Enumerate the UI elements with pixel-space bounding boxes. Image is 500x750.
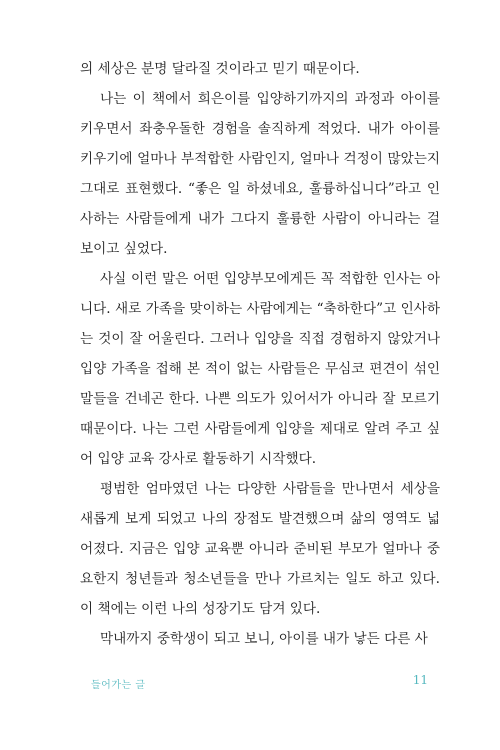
paragraph: 막내까지 중학생이 되고 보니, 아이를 내가 낳든 다른 사 — [100, 631, 428, 647]
paragraph: 평범한 엄마였던 나는 다양한 사람들을 만나면서 세상을 새롭게 보게 되었고 나의 장점도 발견했으며 삶의 영역도 넓어졌다. 지금은 입양 교육뿐 아니라 준비된 부모가 얼마나 중요한지 청년들과 청소년들을 만나 가르치는 일도 하고 있다. 이 책에는 이런 나의 성장기도 담겨 있다. — [80, 481, 440, 617]
paragraph: 나는 이 책에서 희은이를 입양하기까지의 과정과 아이를 키우면서 좌충우돌한 경험을 솔직하게 적었다. 내가 아이를 키우기에 얼마나 부적합한 사람인지, 얼마나 걱정이 많았는지 그대로 표현했다. “좋은 일 하셨네요, 훌륭하십니다”라고 인사하는 사람들에게 내가 그다지 훌륭한 사람이 아니라는 걸 보이고 싶었다. — [80, 91, 440, 257]
paragraph-continuation: 의 세상은 분명 달라질 것이라고 믿기 때문이다. — [80, 61, 360, 77]
running-footer-section-title: 들어가는 글 — [91, 680, 146, 691]
page-number: 11 — [412, 673, 428, 687]
body-text — [80, 54, 440, 654]
paragraph: 사실 이런 말은 어떤 입양부모에게든 꼭 적합한 인사는 아니다. 새로 가족을 맞이하는 사람에게는 “축하한다”고 인사하는 것이 잘 어울린다. 그러나 입양을 직접 경험하지 않았거나 입양 가족을 접해 본 적이 없는 사람들은 무심코 편견이 섞인 말들을 건네곤 한다. 나쁜 의도가 있어서가 아니라 잘 모르기 때문이다. 나는 그런 사람들에게 입양을 제대로 알려 주고 싶어 입양 교육 강사로 활동하기 시작했다. — [80, 271, 440, 467]
